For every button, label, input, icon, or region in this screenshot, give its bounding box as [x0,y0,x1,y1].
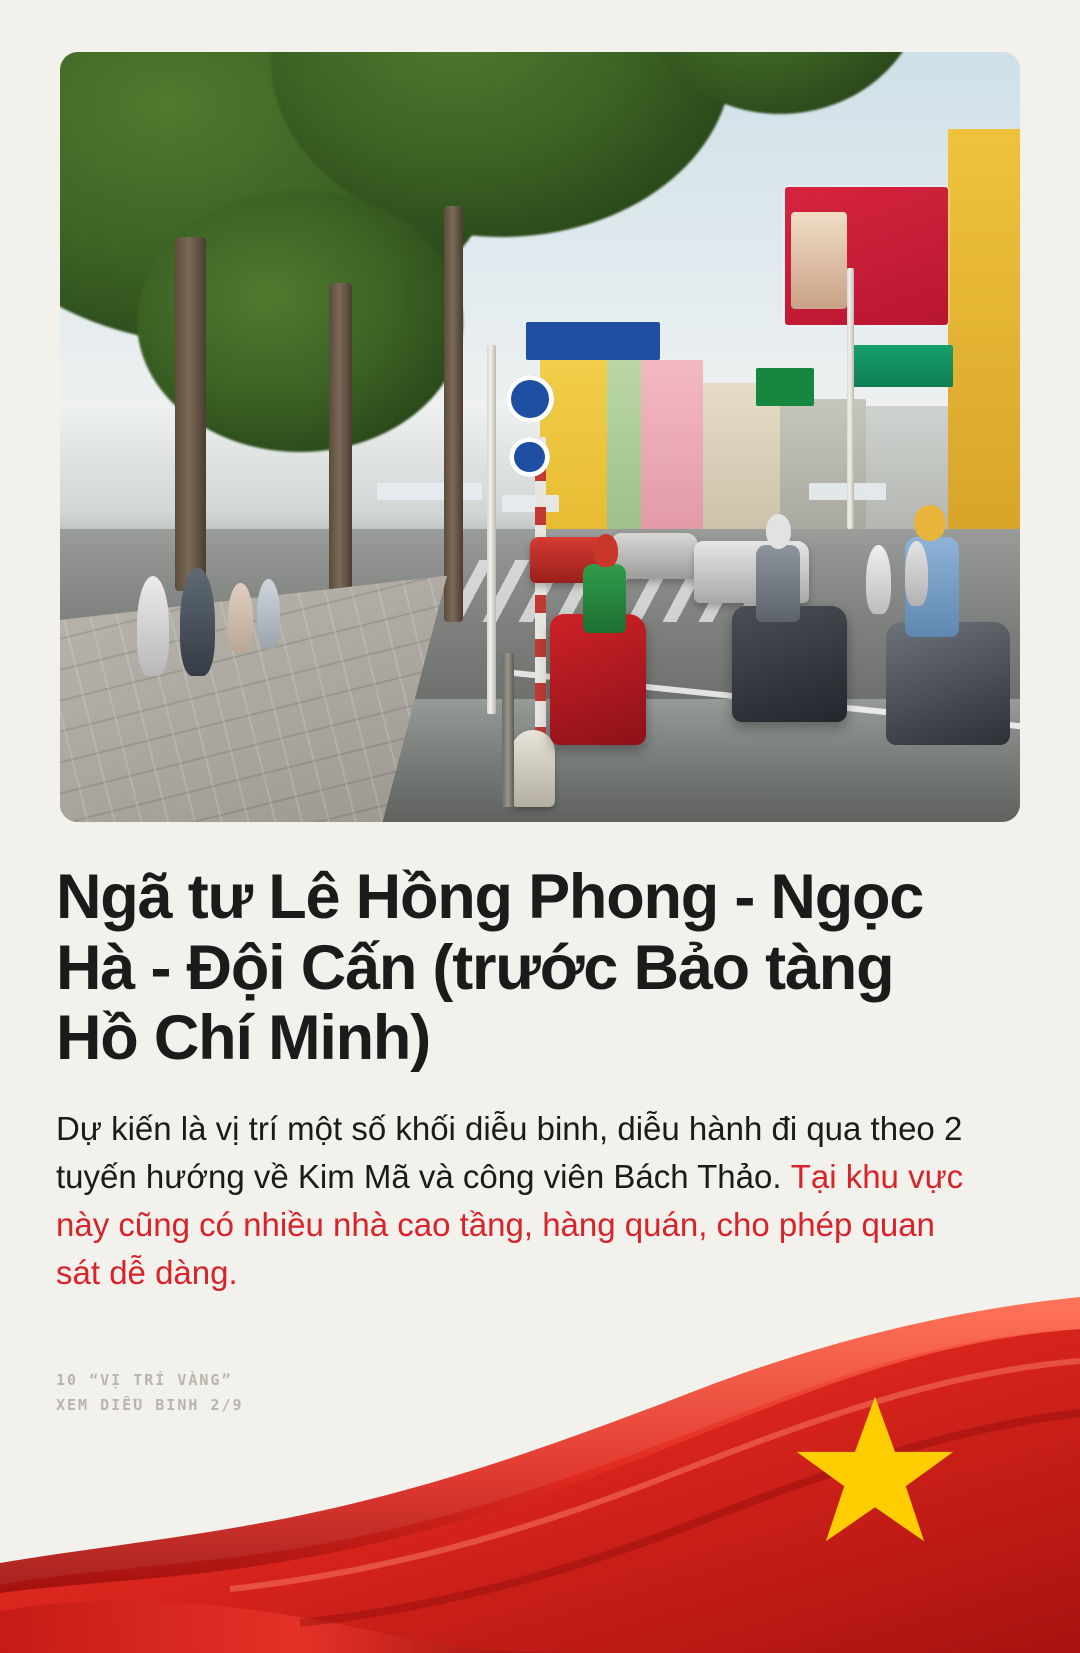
building-pink [641,360,703,529]
body-highlight-text: Tại khu vực này cũng có nhiều nhà cao tầng, hàng quán, cho phép quan sát dễ dàng. [56,1157,964,1291]
motorbike-red [550,614,646,745]
pedestrian-6 [905,541,928,606]
pedestrian-2 [180,568,215,676]
pedestrian-4 [257,579,280,648]
footer-line-2: XEM DIỄU BINH 2/9 [56,1395,244,1414]
street-bollard [511,730,555,807]
pedestrian-5 [866,545,891,614]
motorbike-right [886,622,1011,745]
sign-post-base [502,653,514,807]
pedestrian-3 [228,583,253,652]
flag-star-icon [790,1390,960,1560]
page-title: Ngã tư Lê Hồng Phong - Ngọc Hà - Đội Cấn (trước Bảo tàng Hồ Chí Minh) [56,862,924,1074]
light-pole-right [847,268,854,530]
shop-sign-left [377,483,483,500]
building-ochre-right [948,129,1020,529]
rider-grey-shirt [756,545,800,622]
street-pole [487,345,496,715]
pedestrian-1 [137,576,170,676]
body-lead-text: Dự kiến là vị trí một số khối diễu binh, diễu hành đi qua theo 2 tuyến hướng về Kim Mã và công viên Bách Thảo. [56,1110,963,1195]
tree-trunk-center [329,283,352,606]
motorbike-dark [732,606,847,722]
hero-photo [60,52,1020,822]
billboard-f88 [756,368,814,407]
tree-trunk-left [175,237,206,591]
building-green [607,345,645,530]
footer-line-1: 10 “VỊ TRÍ VÀNG” [56,1371,233,1389]
street-scene-illustration [60,52,1020,822]
tree-trunk-right [444,206,463,622]
series-footer-tag [56,1368,244,1418]
billboard-soobin-queen [785,187,948,326]
traffic-sign-round-lower [509,437,549,477]
billboard-mobifone [847,345,953,387]
rider-green-shirt [583,564,626,633]
billboard-bia-hoi [526,322,660,361]
shop-sign-mid [502,495,560,512]
